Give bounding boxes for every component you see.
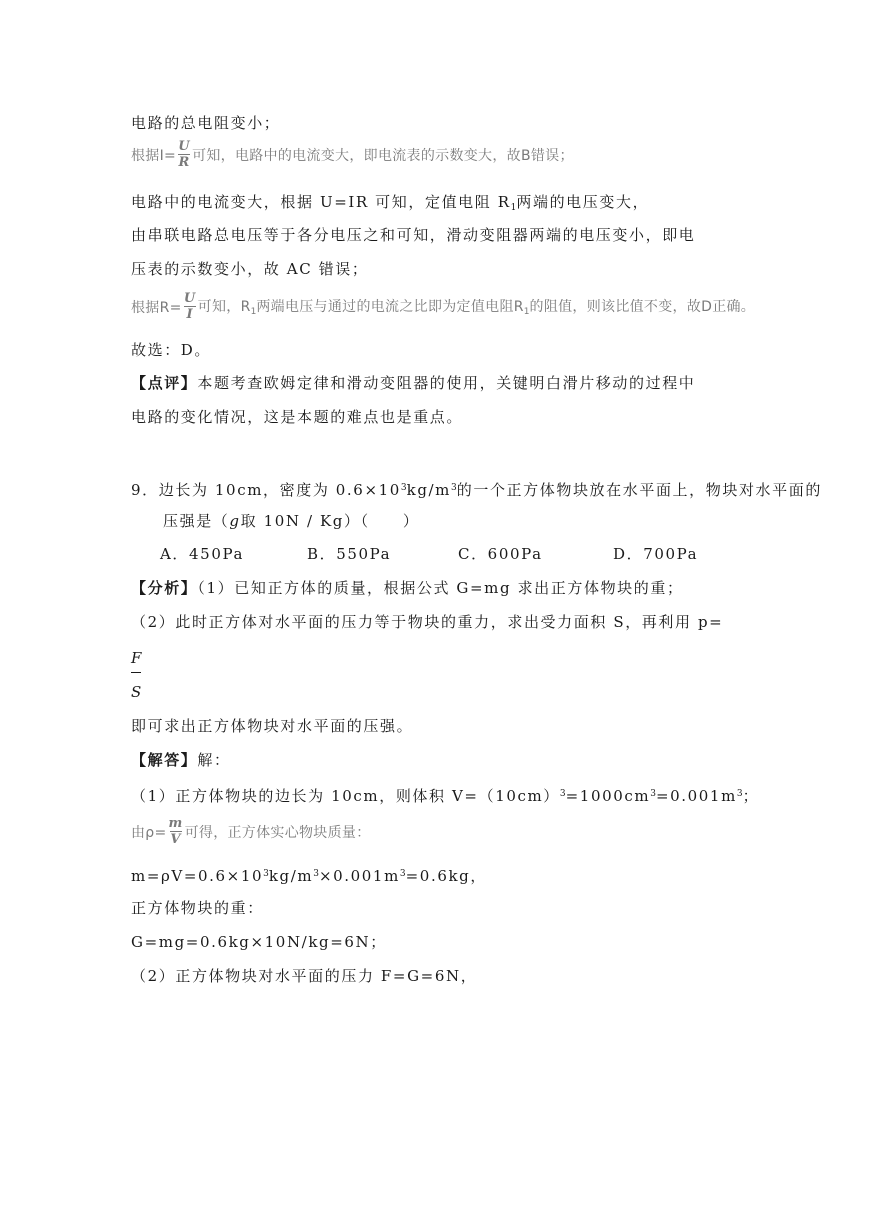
analysis-line: 【分析】（1）已知正方体的质量，根据公式 G=mg 求出正方体物块的重； (131, 579, 684, 597)
option-c[interactable]: C．600Pa (458, 545, 543, 563)
option-b[interactable]: B．550Pa (307, 545, 392, 563)
analysis-tag: 【分析】 (131, 579, 198, 597)
solution-line: （1）正方体物块的边长为 10cm，则体积 $V=(10cm)^3=1000cm^3=0.001m^3$； (131, 787, 760, 805)
fraction-denominator: S (131, 683, 143, 701)
analysis-line: （2）此时正方体对水平面的压力等于物块的重力，求出受力面积 S，再利用 p= (131, 613, 724, 631)
question-line: 压强是（g取 10N / Kg）（ ） (163, 512, 420, 530)
comment-line: 电路的变化情况，这是本题的难点也是重点。 (131, 408, 464, 426)
option-a[interactable]: A．450Pa (160, 545, 245, 563)
formula-text: 可知，电路中的电流变大，即电流表的示数变大，故B错误； (192, 147, 574, 164)
formula-text: 可知，$R_1$两端电压与通过的电流之比即为定值电阻$R_1$的阻值，则该比值不变，故D正确。 (197, 299, 756, 317)
option-d[interactable]: D．700Pa (613, 545, 699, 563)
analysis-line: 即可求出正方体物块对水平面的压强。 (131, 717, 414, 735)
solution-line: 正方体物块的重： (131, 899, 264, 917)
fraction-numerator: m (168, 816, 183, 831)
solution-line: $m=\rho V=0.6\times 10^3kg/m^3\times 0.001m^3=0.6kg$， (131, 867, 487, 885)
fraction-numerator: U (183, 291, 196, 306)
question-line: 9．边长为 10cm，密度为 $0.6\times 10^3kg/m^3$的一个正方体物块放在水平面上，物块对水平面的 (131, 481, 822, 499)
fraction-denominator: I (186, 307, 193, 322)
formula-prefix: 由ρ= (131, 824, 167, 841)
solution-line: 【解答】解： (131, 751, 231, 769)
fraction-denominator: V (170, 832, 181, 847)
formula-image-line (131, 292, 755, 321)
solution-line: G=mg=0.6kg×10N/kg=6N； (131, 933, 387, 951)
formula-image-line (131, 817, 371, 846)
options-row (160, 544, 720, 564)
formula-prefix: 根据I= (131, 147, 177, 164)
fraction (178, 140, 190, 169)
formula-text: 可得，正方体实心物块质量： (184, 824, 371, 841)
text-line: 故选：D。 (131, 341, 212, 359)
fraction (169, 817, 183, 846)
comment-line: 【点评】本题考查欧姆定律和滑动变阻器的使用，关键明白滑片移动的过程中 (131, 374, 696, 392)
text-line: 电路中的电流变大，根据 U=IR 可知，定值电阻 $R_1$两端的电压变大， (131, 193, 650, 213)
formula-prefix: 根据R= (131, 299, 182, 316)
text-line: 压表的示数变小，故 AC 错误； (131, 260, 369, 278)
formula-image-line (131, 140, 574, 169)
fraction-denominator: R (178, 155, 190, 170)
fraction-numerator: U (178, 139, 190, 154)
text-line: 由串联电路总电压等于各分电压之和可知，滑动变阻器两端的电压变小，即电 (131, 226, 696, 244)
fraction-numerator: F (131, 649, 144, 667)
fraction (184, 292, 196, 321)
solution-tag: 【解答】 (131, 751, 198, 769)
fraction-bar (131, 672, 141, 673)
text-line: 电路的总电阻变小； (131, 114, 281, 132)
solution-line: （2）正方体物块对水平面的压力 F=G=6N， (131, 967, 478, 985)
comment-tag: 【点评】 (131, 374, 198, 392)
